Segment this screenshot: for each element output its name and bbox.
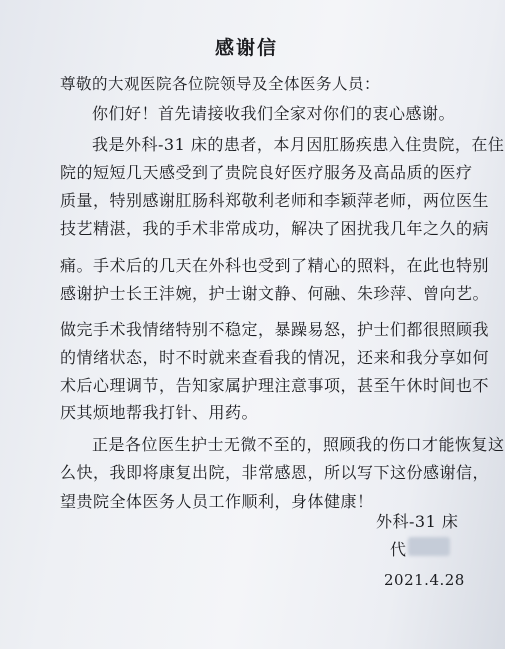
body-line: 厌其烦地帮我打针、用药。 [60,403,259,422]
signature-ward: 外科-31 床 [376,512,459,531]
redacted-name [408,537,450,556]
letter-date: 2021.4.28 [384,571,465,589]
greeting: 你们好！首先请接收我们全家对你们的衷心感谢。 [92,104,456,123]
body-line: 的情绪状态，时不时就来查看我的情况，还来和我分享如何 [60,348,490,367]
body-line: 质量，特别感谢肛肠科郑敬利老师和李颖萍老师，两位医生 [60,191,490,210]
letter-title: 感谢信 [215,37,279,59]
body-line: 正是各位医生护士无微不至的，照顾我的伤口才能恢复这 [92,435,505,454]
body-line: 感谢护士长王沣婉，护士谢文静、何融、朱珍萍、曾向艺。 [60,284,490,303]
body-line: 望贵院全体医务人员工作顺利，身体健康！ [60,492,374,511]
body-line: 我是外科-31 床的患者，本月因肛肠疾患入住贵院，在住 [92,135,505,154]
salutation: 尊敬的大观医院各位院领导及全体医务人员： [60,75,381,93]
signature-name: 代 [390,540,407,559]
body-line: 术后心理调节，告知家属护理注意事项，甚至午休时间也不 [60,376,490,395]
body-line: 做完手术我情绪特别不稳定，暴躁易怒，护士们都很照顾我 [60,320,490,339]
body-line: 痛。手术后的几天在外科也受到了精心的照料，在此也特别 [60,256,490,275]
body-line: 么快，我即将康复出院，非常感恩，所以写下这份感谢信， [60,463,490,482]
body-line: 技艺精湛，我的手术非常成功，解决了困扰我几年之久的病 [60,219,490,238]
body-line: 院的短短几天感受到了贵院良好医疗服务及高品质的医疗 [60,163,473,182]
